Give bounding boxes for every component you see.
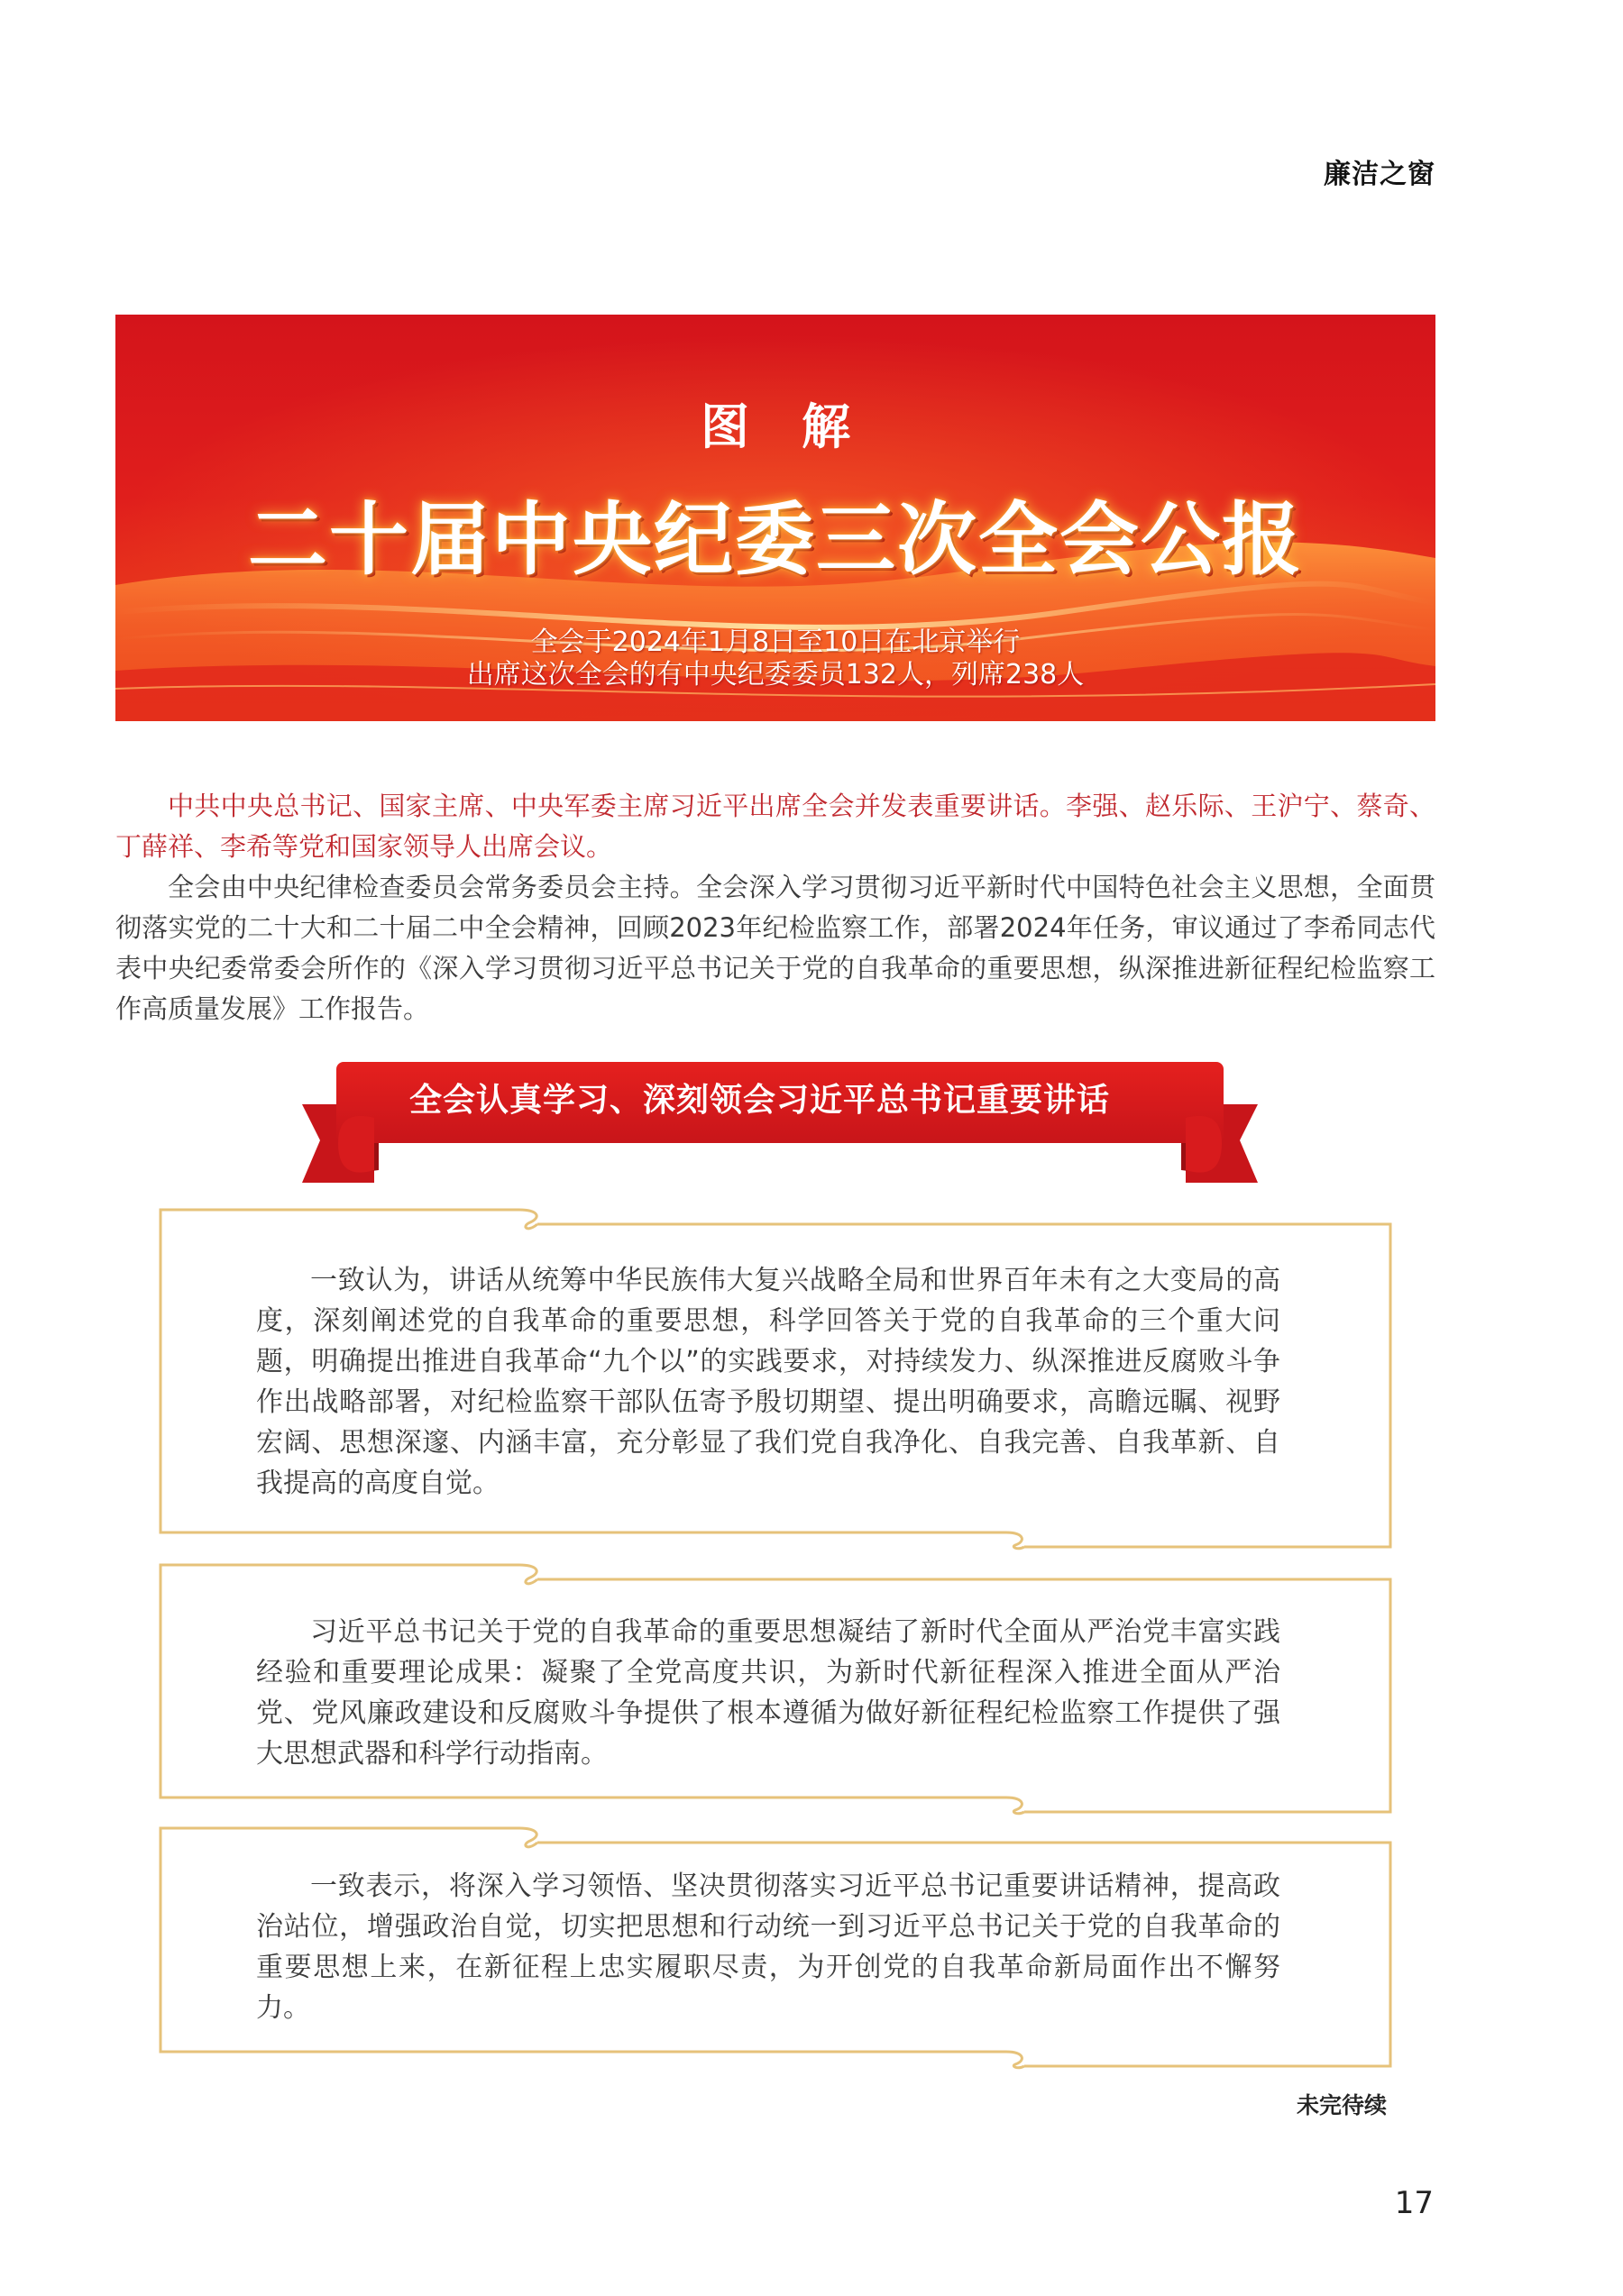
ribbon-label: 全会认真学习、深刻领会习近平总书记重要讲话: [408, 1081, 1110, 1119]
title-banner: [115, 315, 1435, 721]
banner-title: 二十届中央纪委三次全会公报: [247, 492, 1303, 586]
to-be-continued: 未完待续: [1296, 2092, 1387, 2118]
box-text: 习近平总书记关于党的自我革命的重要思想凝结了新时代全面从严治党丰富实践经验和重要理论成果：凝聚了全党高度共识，为新时代新征程深入推进全面从严治党、党风廉政建设和反腐败斗争提供了根本遵循为做好新征程纪检监察工作提供了强大思想武器和科学行动指南。: [256, 1616, 1280, 1770]
box-text: 一致认为，讲话从统筹中华民族伟大复兴战略全局和世界百年未有之大变局的高度，深刻阐述党的自我革命的重要思想，科学回答关于党的自我革命的三个重大问题，明确提出推进自我革命“九个以”的实践要求，对持续发力、纵深推进反腐败斗争作出战略部署，对纪检监察干部队伍寄予殷切期望、提出明确要求，高瞻远瞩、视野宏阔、思想深邃、内涵丰富，充分彰显了我们党自我净化、自我完善、自我革新、自我提高的高度自觉。: [256, 1265, 1280, 1499]
framed-box: [159, 1554, 1394, 1816]
intro-paragraph: 全会由中央纪律检查委员会常务委员会主持。全会深入学习贯彻习近平新时代中国特色社会主义思想，全面贯彻落实党的二十大和二十届二中全会精神，回顾2023年纪检监察工作，部署2024年任务，审议通过了李希同志代表中央纪委常委会所作的《深入学习贯彻习近平总书记关于党的自我革命的重要思想，纵深推进新征程纪检监察工作高质量发展》工作报告。: [115, 872, 1435, 1024]
box-text: 一致表示，将深入学习领悟、坚决贯彻落实习近平总书记重要讲话精神，提高政治站位，增强政治自觉，切实把思想和行动统一到习近平总书记关于党的自我革命的重要思想上来，在新征程上忠实履职尽责，为开创党的自我革命新局面作出不懈努力。: [256, 1871, 1280, 2024]
page-number: 17: [1394, 2185, 1434, 2221]
section-ribbon: [302, 1055, 1258, 1190]
banner-label: 图解: [701, 398, 903, 455]
framed-box: [159, 1199, 1394, 1550]
banner-subtitle-line2: 出席这次全会的有中央纪委委员132人，列席238人: [466, 659, 1085, 691]
intro-paragraph-red: 中共中央总书记、国家主席、中央军委主席习近平出席全会并发表重要讲话。李强、赵乐际、王沪宁、蔡奇、丁薛祥、李希等党和国家领导人出席会议。: [115, 791, 1435, 862]
framed-box: [159, 1817, 1394, 2070]
section-tag: 廉洁之窗: [1324, 159, 1435, 190]
banner-subtitle-line1: 全会于2024年1月8日至10日在北京举行: [530, 627, 1021, 658]
